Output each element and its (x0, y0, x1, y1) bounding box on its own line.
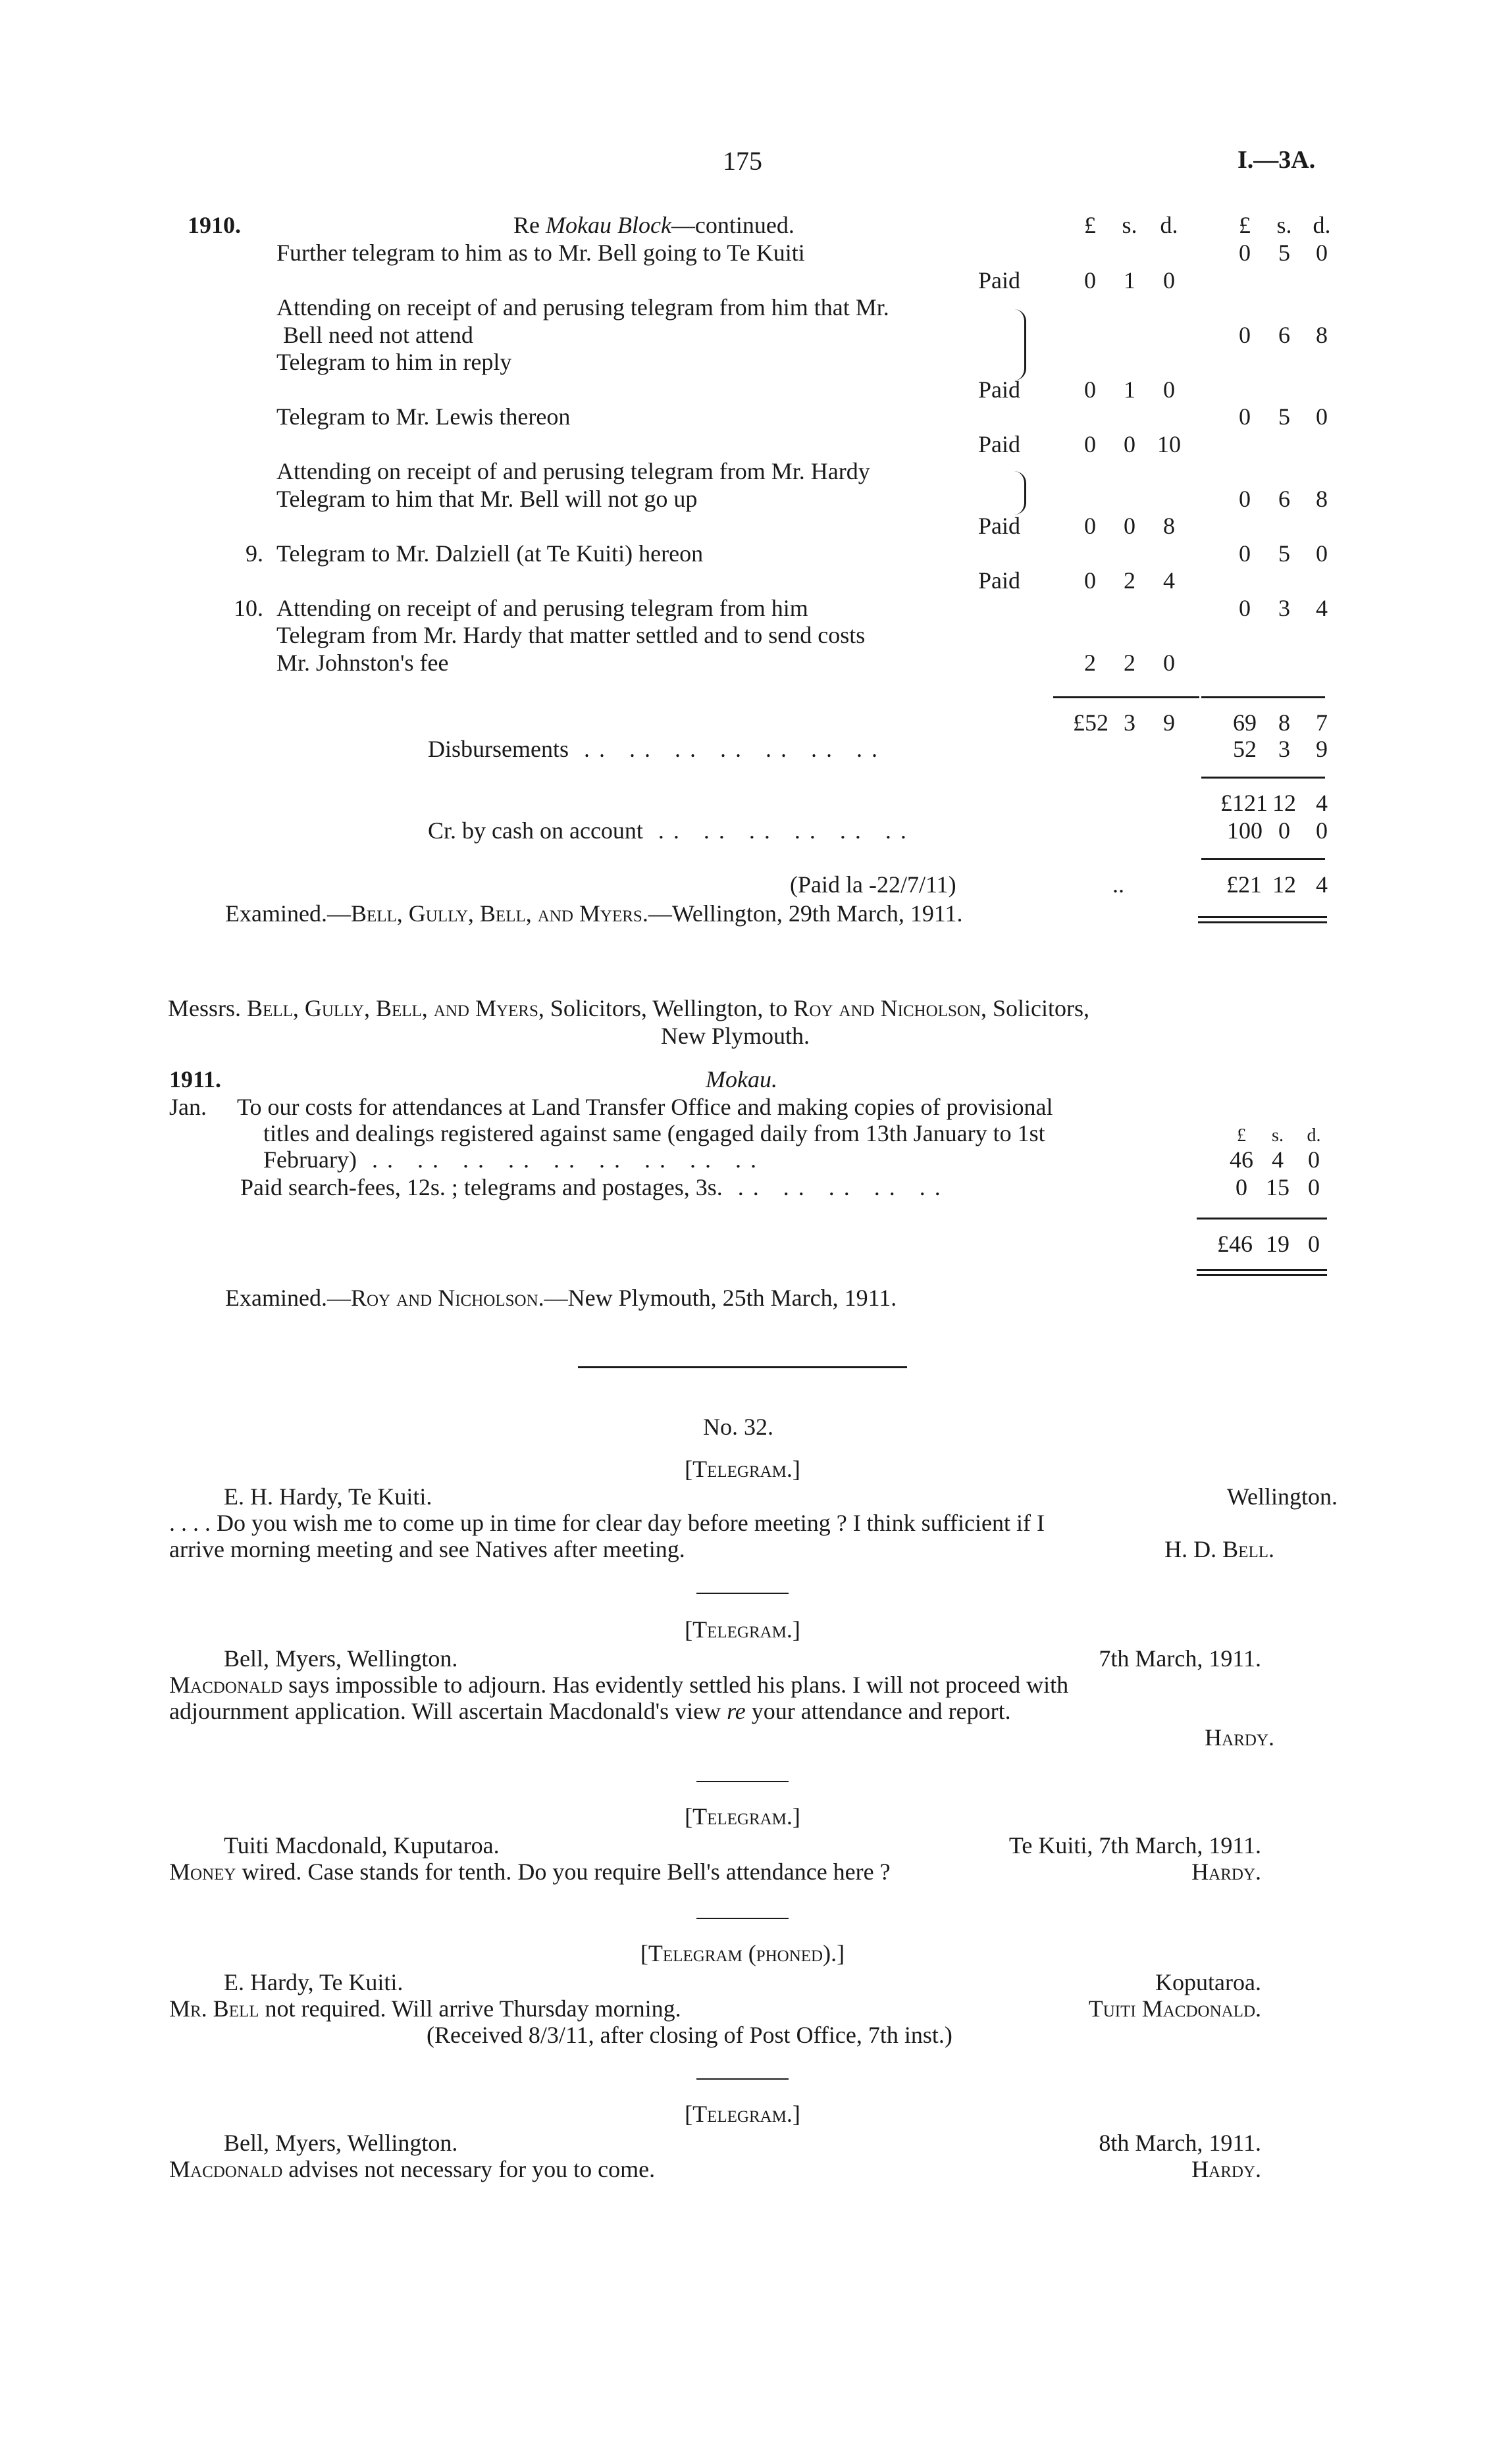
a2-amount2-pence: 0 (1308, 1174, 1320, 1200)
telegram-divider (696, 1918, 789, 1919)
subtotal-right-pence: 7 (1316, 709, 1328, 736)
telegram-signature: Hardy. (1205, 1724, 1274, 1751)
account2-title: Mokau. (706, 1066, 777, 1092)
account2-heading-line2: New Plymouth. (661, 1023, 810, 1049)
subtotal-left-pounds: £52 (1073, 709, 1108, 736)
examined-suffix: —New Plymouth, 25th March, 1911. (544, 1285, 897, 1311)
a2-amount1-pence: 0 (1308, 1146, 1320, 1173)
shillings-cell: 1 (1124, 376, 1135, 403)
col-header-pounds-1: £ (1084, 212, 1096, 238)
telegram-body (169, 1672, 1068, 1699)
a2-amount2-pounds: 0 (1236, 1174, 1247, 1200)
cash-label: Cr. by cash on account .. .. .. .. .. .. (428, 817, 916, 844)
cash-pounds: 100 (1227, 817, 1263, 844)
disbursements-pounds: 52 (1233, 736, 1257, 762)
telegram-body-lead: Macdonald (169, 2156, 283, 2182)
examined-prefix: Examined.— (225, 900, 351, 927)
cash-shillings: 0 (1278, 817, 1290, 844)
heading-suffix: Solicitors, (993, 995, 1090, 1021)
telegram-recipient: Bell, Myers, Wellington. (224, 2130, 458, 2156)
shillings-cell: 5 (1278, 403, 1290, 430)
ledger-line-text: Telegram to Mr. Lewis thereon (276, 403, 571, 430)
account2-year: 1911. (169, 1066, 222, 1092)
document-number: No. 32. (703, 1414, 773, 1440)
paid-label: Paid (978, 567, 1021, 594)
telegram-recipient: E. Hardy, Te Kuiti. (224, 1969, 404, 1995)
a2-total-shillings: 19 (1266, 1231, 1290, 1257)
shillings-cell: 0 (1124, 431, 1135, 457)
ledger-line-number: 9. (246, 540, 263, 567)
pence-cell: 0 (1163, 267, 1175, 294)
pounds-cell: 0 (1239, 322, 1251, 348)
account1-title-suffix: —continued. (671, 212, 795, 238)
telegram-divider (696, 1593, 789, 1594)
paid-label: Paid (978, 376, 1021, 403)
account2-heading (168, 995, 1089, 1022)
a2-amount1-pounds: 46 (1230, 1146, 1253, 1173)
pounds-cell: 0 (1084, 267, 1096, 294)
telegram-body (169, 1698, 1011, 1725)
shillings-cell: 3 (1278, 595, 1290, 621)
shillings-cell: 1 (1124, 267, 1135, 294)
pence-cell: 0 (1316, 240, 1328, 266)
telegram-label: [Telegram.] (685, 2101, 800, 2127)
heading-prefix: Messrs. (168, 995, 242, 1021)
telegram-place: Wellington. (1226, 1483, 1338, 1510)
telegram-body-lead: Macdonald (169, 1672, 283, 1698)
telegram-body: arrive morning meeting and see Natives after meeting. (169, 1536, 685, 1562)
balance-pounds: £21 (1226, 871, 1262, 898)
a2-total-pence: 0 (1308, 1231, 1320, 1257)
examined-suffix: —Wellington, 29th March, 1911. (648, 900, 963, 927)
examined-names: Bell, Gully, Bell, and Myers. (350, 900, 648, 927)
telegram-body-text: wired. Case stands for tenth. Do you require Bell's attendance here ? (242, 1859, 891, 1885)
pence-cell: 0 (1316, 540, 1328, 567)
col-header-shillings-1: s. (1122, 212, 1137, 238)
pounds-cell: 0 (1239, 486, 1251, 512)
subtotal-right-pounds: 69 (1233, 709, 1257, 736)
pounds-cell: 0 (1084, 513, 1096, 539)
pounds-cell: 0 (1239, 240, 1251, 266)
disbursements-label: Disbursements .. .. .. .. .. .. .. (428, 736, 887, 762)
pounds-cell: 0 (1084, 567, 1096, 594)
paid-label: Paid (978, 513, 1021, 539)
ledger-line-text: Mr. Johnston's fee (276, 650, 449, 676)
shillings-cell: 6 (1278, 322, 1290, 348)
examined-names: Roy and Nicholson. (350, 1285, 544, 1311)
ledger-line-text: Telegram to him in reply (276, 349, 512, 375)
telegram-place: 7th March, 1911. (1099, 1645, 1261, 1672)
col-header-shillings-2: s. (1276, 212, 1292, 238)
total-pounds: £121 (1220, 790, 1268, 816)
pounds-cell: 0 (1239, 403, 1251, 430)
telegram-place: 8th March, 1911. (1099, 2130, 1261, 2156)
rule (1201, 777, 1325, 779)
balance-pence: 4 (1316, 871, 1328, 898)
shillings-cell: 5 (1278, 540, 1290, 567)
telegram-body-text: your attendance and report. (751, 1698, 1011, 1724)
telegram-place: Koputaroa. (1155, 1969, 1261, 1995)
shillings-cell: 5 (1278, 240, 1290, 266)
account1-title (513, 212, 795, 239)
telegram-label: [Telegram.] (685, 1616, 800, 1643)
paid-note-dots: .. (1112, 871, 1124, 898)
disbursements-label-text: Disbursements (428, 736, 569, 762)
telegram-signature: H. D. Bell. (1164, 1536, 1274, 1562)
a2-amount1-shillings: 4 (1272, 1146, 1284, 1173)
account2-line1: To our costs for attendances at Land Transfer Office and making copies of provisional (237, 1094, 1053, 1120)
examined-prefix: Examined.— (225, 1285, 351, 1311)
pence-cell: 4 (1163, 567, 1175, 594)
heading-mid: Solicitors, Wellington, to (550, 995, 788, 1021)
series-number: I.—3A. (1238, 146, 1316, 174)
ledger-line-text: Attending on receipt of and perusing telegram from him that Mr. (276, 294, 889, 321)
rule (1201, 858, 1325, 860)
telegram-body-italic: re (727, 1698, 746, 1724)
account1-examined (225, 900, 963, 927)
subtotal-left-shillings: 3 (1124, 709, 1135, 736)
telegram-body-text: advises not necessary for you to come. (288, 2156, 656, 2182)
shillings-cell: 2 (1124, 567, 1135, 594)
pence-cell: 0 (1163, 376, 1175, 403)
shillings-cell: 0 (1124, 513, 1135, 539)
telegram-body-text: not required. Will arrive Thursday morning. (265, 1995, 681, 2022)
double-rule (1197, 1269, 1327, 1276)
telegram-body-lead: Money (169, 1859, 236, 1885)
section-divider (578, 1366, 907, 1368)
telegram-place: Te Kuiti, 7th March, 1911. (1008, 1832, 1261, 1859)
telegram-label: [Telegram.] (685, 1456, 800, 1482)
disbursements-shillings: 3 (1278, 736, 1290, 762)
pence-cell: 8 (1163, 513, 1175, 539)
account1-title-italic: Mokau Block (546, 212, 671, 238)
total-pence: 4 (1316, 790, 1328, 816)
pounds-cell: 2 (1084, 650, 1096, 676)
ledger-line-text: Telegram from Mr. Hardy that matter settled and to send costs (276, 622, 866, 648)
a2-col-pounds: £ (1237, 1125, 1246, 1146)
rule (1053, 696, 1199, 698)
telegram-divider (696, 2078, 789, 2080)
pounds-cell: 0 (1084, 431, 1096, 457)
telegram-signature: Hardy. (1191, 1859, 1261, 1885)
telegram-body-text: says impossible to adjourn. Has evidently settled his plans. I will not proceed with (288, 1672, 1069, 1698)
col-header-pence-2: d. (1313, 212, 1331, 238)
pence-cell: 4 (1316, 595, 1328, 621)
ledger-line-text: Telegram to him that Mr. Bell will not go up (276, 486, 698, 512)
pence-cell: 0 (1163, 650, 1175, 676)
telegram-body (169, 1859, 891, 1886)
heading-firm: Bell, Gully, Bell, and Myers, (247, 995, 544, 1021)
account2-month: Jan. (169, 1094, 207, 1120)
telegram-recipient: E. H. Hardy, Te Kuiti. (224, 1483, 432, 1510)
telegram-body-text: adjournment application. Will ascertain Macdonald's view (169, 1698, 721, 1724)
account2-line3-text: February) (263, 1146, 357, 1173)
pounds-cell: 0 (1239, 540, 1251, 567)
cash-label-text: Cr. by cash on account (428, 817, 643, 844)
a2-amount2-shillings: 15 (1266, 1174, 1290, 1200)
telegram-divider (696, 1781, 789, 1782)
ledger-line-number: 10. (234, 595, 263, 621)
telegram-signature: Hardy. (1191, 2156, 1261, 2182)
telegram-label: [Telegram (phoned).] (640, 1940, 845, 1966)
telegram-recipient: Bell, Myers, Wellington. (224, 1645, 458, 1672)
disbursements-pence: 9 (1316, 736, 1328, 762)
a2-col-shillings: s. (1272, 1125, 1284, 1146)
pounds-cell: 0 (1239, 595, 1251, 621)
pounds-cell: 0 (1084, 376, 1096, 403)
cash-pence: 0 (1316, 817, 1328, 844)
rule (1201, 696, 1325, 698)
ledger-line-text: Telegram to Mr. Dalziell (at Te Kuiti) hereon (276, 540, 704, 567)
brace (1014, 471, 1026, 515)
pence-cell: 8 (1316, 486, 1328, 512)
heading-to: Roy and Nicholson, (793, 995, 987, 1021)
paid-note: (Paid la -22/7/11) (790, 871, 956, 898)
telegram-note: (Received 8/3/11, after closing of Post Office, 7th inst.) (427, 2022, 952, 2048)
telegram-body (169, 2156, 655, 2183)
account1-title-prefix: Re (513, 212, 540, 238)
telegram-body-lead: Mr. Bell (169, 1995, 259, 2022)
telegram-label: [Telegram.] (685, 1803, 800, 1830)
ledger-line-text: Bell need not attend (283, 322, 473, 348)
a2-total-pounds: £46 (1217, 1231, 1253, 1257)
col-header-pence-1: d. (1160, 212, 1178, 238)
subtotal-left-pence: 9 (1163, 709, 1175, 736)
brace (1014, 309, 1026, 380)
account2-line3: February) .. .. .. .. .. .. .. .. .. (263, 1146, 766, 1173)
total-shillings: 12 (1272, 790, 1296, 816)
account2-line2: titles and dealings registered against same (engaged daily from 13th January to 1st (263, 1120, 1045, 1146)
account2-examined (225, 1285, 897, 1312)
telegram-signature: Tuiti Macdonald. (1088, 1995, 1261, 2022)
double-rule (1198, 916, 1327, 923)
paid-label: Paid (978, 267, 1021, 294)
balance-shillings: 12 (1272, 871, 1296, 898)
telegram-body: . . . . Do you wish me to come up in time for clear day before meeting ? I think sufficient if I (169, 1510, 1045, 1536)
paid-label: Paid (978, 431, 1021, 457)
account2-line4: Paid search-fees, 12s. ; telegrams and postages, 3s. .. .. .. .. .. (240, 1174, 950, 1200)
page-number: 175 (723, 146, 762, 176)
telegram-body (169, 1995, 681, 2022)
telegram-recipient: Tuiti Macdonald, Kuputaroa. (224, 1832, 500, 1859)
shillings-cell: 6 (1278, 486, 1290, 512)
pence-cell: 0 (1316, 403, 1328, 430)
rule (1197, 1218, 1327, 1219)
pence-cell: 10 (1157, 431, 1181, 457)
shillings-cell: 2 (1124, 650, 1135, 676)
account2-line4-text: Paid search-fees, 12s. ; telegrams and postages, 3s. (240, 1174, 723, 1200)
ledger-line-text: Further telegram to him as to Mr. Bell going to Te Kuiti (276, 240, 805, 266)
ledger-line-text: Attending on receipt of and perusing telegram from Mr. Hardy (276, 458, 870, 484)
subtotal-right-shillings: 8 (1278, 709, 1290, 736)
pence-cell: 8 (1316, 322, 1328, 348)
col-header-pounds-2: £ (1239, 212, 1251, 238)
a2-col-pence: d. (1307, 1125, 1321, 1146)
account1-year: 1910. (188, 212, 241, 238)
ledger-line-text: Attending on receipt of and perusing telegram from him (276, 595, 808, 621)
